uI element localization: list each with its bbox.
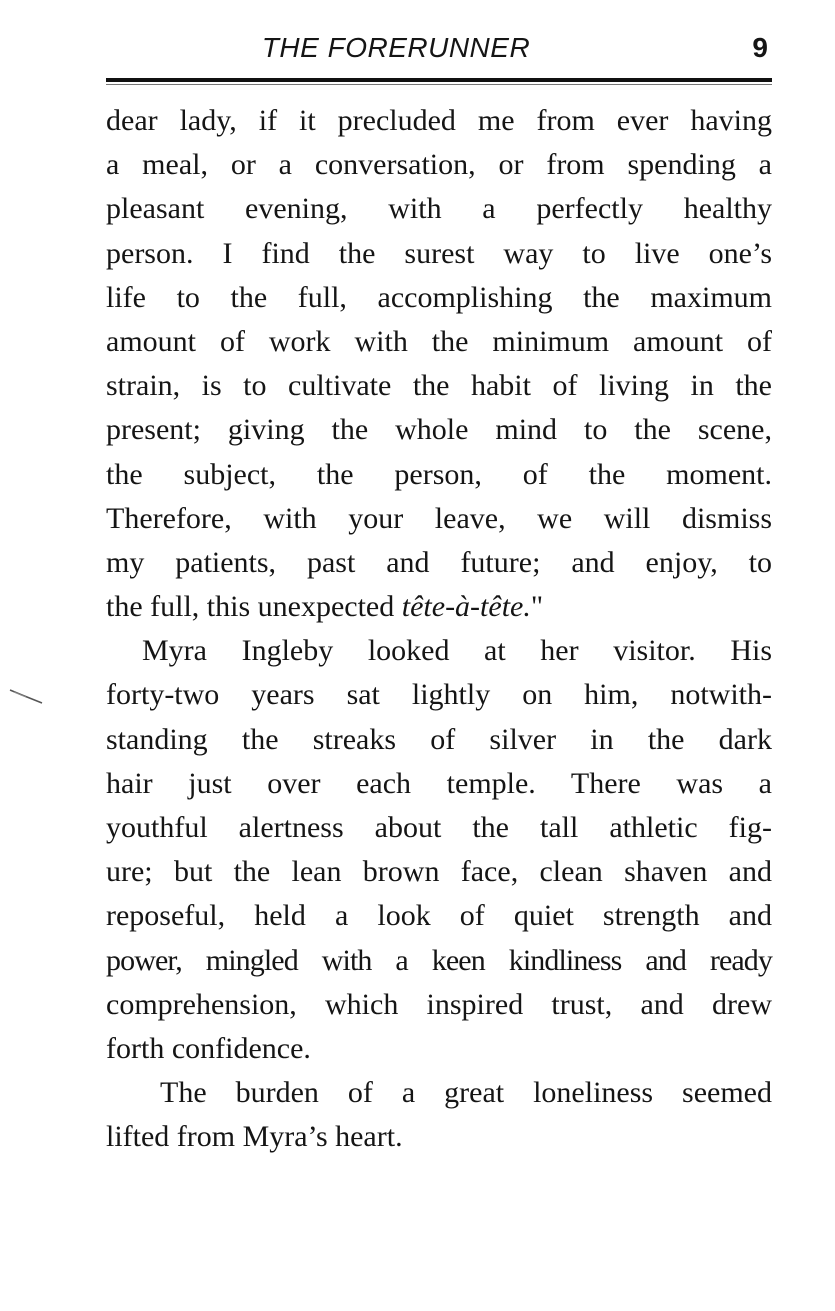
text-line-last: lifted from Myra’s heart. — [106, 1120, 403, 1154]
text-line: comprehension, which inspired trust, and drew — [106, 987, 772, 1021]
page-number: 9 — [752, 32, 768, 63]
text-line: pleasant evening, with a perfectly healthy — [106, 192, 772, 226]
text-line: person. I find the surest way to live one’s — [106, 236, 772, 270]
text-line: the subject, the person, of the moment. — [106, 457, 772, 491]
running-title: THE FORERUNNER — [261, 32, 531, 63]
text-line: my patients, past and future; and enjoy, to — [106, 545, 772, 579]
text-line: life to the full, accomplishing the maximum — [106, 280, 772, 314]
header-rule — [106, 78, 772, 82]
text-line: youthful alertness about the tall athletic fig- — [106, 811, 772, 844]
body-text — [106, 99, 772, 1160]
header-rule-thin — [106, 84, 772, 85]
text-line: present; giving the whole mind to the scene, — [106, 413, 772, 447]
text-line-last: forth confidence. — [106, 1031, 311, 1065]
text-line: forty-two years sat lightly on him, notwith- — [106, 678, 772, 712]
text-line: standing the streaks of silver in the dark — [106, 722, 772, 756]
closing-quote: " — [530, 590, 544, 624]
text-line: dear lady, if it precluded me from ever having — [106, 104, 772, 137]
text-segment: the full, this unexpected — [106, 590, 402, 624]
text-line: reposeful, held a look of quiet strength and — [106, 899, 772, 933]
text-line: a meal, or a conversation, or from spending a — [106, 148, 772, 182]
text-line: hair just over each temple. There was a — [106, 766, 772, 800]
text-line: amount of work with the minimum amount of — [106, 324, 772, 358]
italic-phrase: tête-à-tête. — [401, 590, 531, 624]
text-line: Therefore, with your leave, we will dismiss — [106, 501, 772, 535]
running-head — [106, 30, 772, 70]
text-line: The burden of a great loneliness seemed — [160, 1076, 772, 1110]
margin-smudge-mark — [8, 687, 58, 707]
text-line: ure; but the lean brown face, clean shaven and — [106, 855, 772, 889]
text-line: strain, is to cultivate the habit of living in the — [106, 369, 772, 403]
text-line: power, mingled with a keen kindliness and ready — [106, 943, 772, 977]
text-line: Myra Ingleby looked at her visitor. His — [142, 634, 772, 668]
text-line-last — [106, 585, 772, 629]
